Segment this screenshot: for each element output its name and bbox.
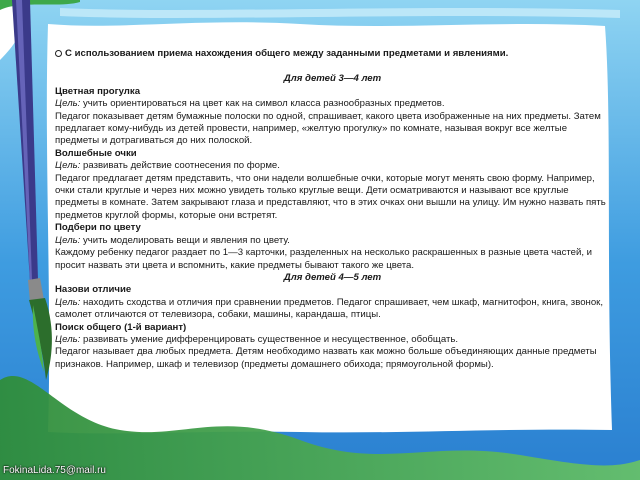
game-goal: Цель: развивать действие соотнесения по форме.	[55, 160, 280, 172]
age-group-heading: Для детей 4—5 лет	[283, 271, 382, 283]
game-text: Педагог предлагает детям представить, что они надели волшебные очки, которые могут менять свою форму. Например, очки стали круглые и через них можно увидеть только круглые вещи. Дети осматриваются и называют все круглые предметы в комнате. Затем закрывают глаза и представляют, что в этих очках они вышли на улицу. Им нужно назвать пять предметов круглой формы, которые они встретят.	[55, 172, 606, 221]
game-goal: Цель: развивать умение дифференцировать существенное и несущественное, обобщать.	[55, 333, 458, 345]
author-email: FokinaLida.75@mail.ru	[3, 465, 106, 476]
game-title: Подбери по цвету	[55, 222, 141, 234]
bullet-icon	[55, 50, 62, 57]
game-text: Каждому ребенку педагог раздает по 1—3 карточки, разделенных на несколько раскрашенных в разные цвета частей, и просит назвать эти цвета и вспомнить, какие предметы бывают такого же цвета.	[55, 247, 593, 271]
intro-line: С использованием приема нахождения общего между заданными предметами и явлениями.	[55, 48, 610, 60]
game-title: Цветная прогулка	[55, 85, 141, 97]
game-goal: Цель: учить моделировать вещи и явления по цвету.	[55, 234, 290, 246]
game-title: Волшебные очки	[55, 147, 137, 159]
game-goal: Цель: находить сходства и отличия при сравнении предметов. Педагог спрашивает, чем шкаф, магнитофон, книга, звонок, самолет отличаются от телевизора, собаки, машины, карандаша, птицы.	[55, 296, 604, 321]
game-goal: Цель: учить ориентироваться на цвет как на символ класса разнообразных предметов.	[55, 98, 445, 110]
age-group-heading: Для детей 3—4 лет	[283, 73, 382, 85]
document-body	[55, 48, 610, 371]
game-title: Назови отличие	[55, 284, 132, 296]
game-text: Педагог показывает детям бумажные полоски по одной, спрашивает, какого цвета изображенные на них предметы. Затем предлагает кому-нибудь из детей провести, например, «желтую прогулку» по комнате, называя вокруг все желтые предметы и дотрагиваться до них полоской.	[55, 110, 601, 147]
game-title: Поиск общего (1-й вариант)	[55, 321, 187, 333]
game-text: Педагог называет два любых предмета. Детям необходимо назвать как можно больше объединяющих данные предметы признаков. Например, шкаф и телевизор (предметы домашнего обихода; прямоугольной формы).	[55, 346, 597, 370]
